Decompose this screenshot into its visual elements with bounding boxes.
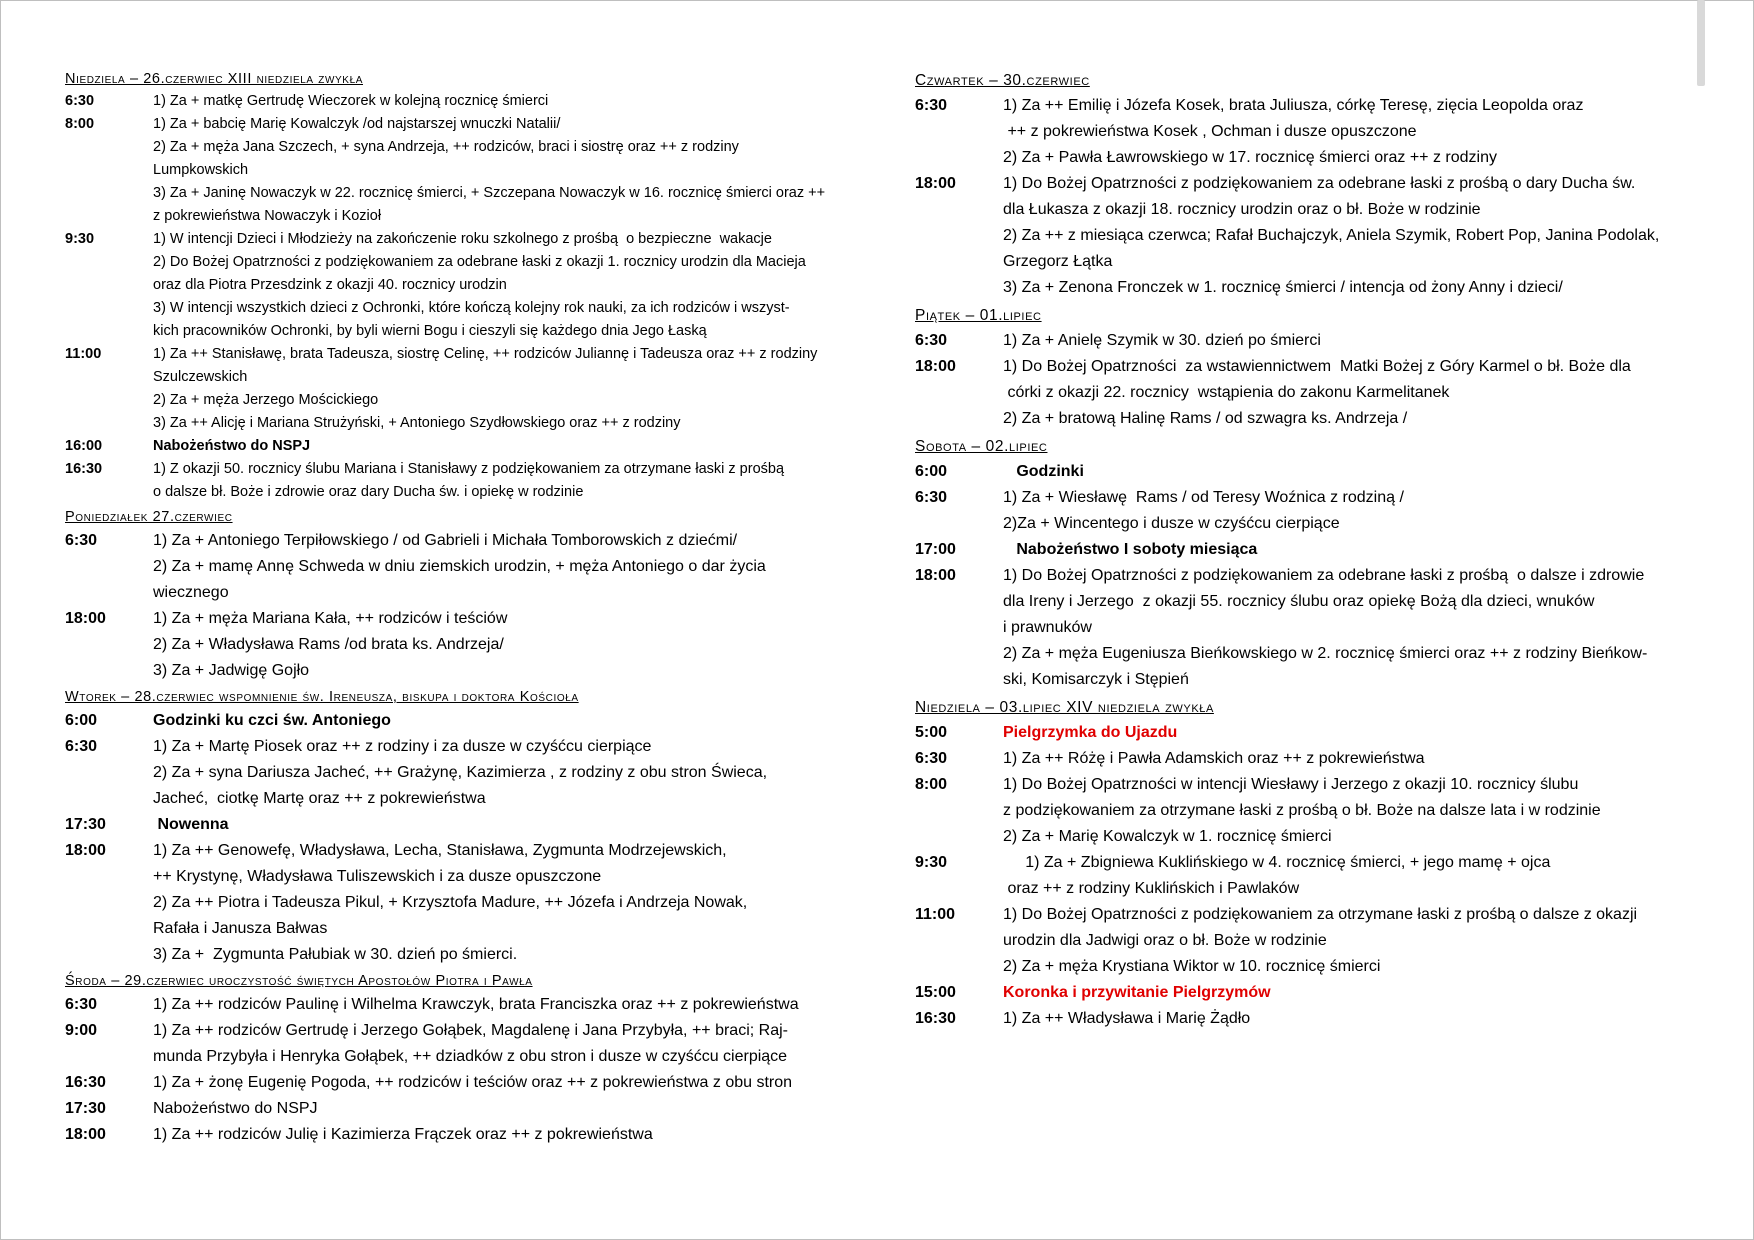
- intentions: [1003, 93, 1710, 171]
- intentions: [1003, 354, 1710, 432]
- intention-line: 2)Za + Wincentego i dusze w czyśćcu cierpiące: [1003, 515, 1340, 532]
- intention-line: z podziękowaniem za otrzymane łaski z prośbą o bł. Boże na dalsze lata i w rodzinie: [1003, 802, 1601, 819]
- intentions: [153, 1070, 855, 1096]
- intention-line: Godzinki ku czci św. Antoniego: [153, 712, 391, 729]
- mass-time: 11:00: [65, 346, 102, 362]
- intention-line: i prawnuków: [1003, 619, 1092, 636]
- intention-line: 1) Do Bożej Opatrzności za wstawiennictwem Matki Bożej z Góry Karmel o bł. Boże dla: [1003, 358, 1631, 375]
- day-heading: Sobota – 02.lipiec: [915, 438, 1048, 455]
- mass-entry: [915, 563, 1710, 693]
- day-heading: Niedziela – 03.lipiec XIV niedziela zwykła: [915, 699, 1214, 716]
- mass-entry: [65, 113, 855, 228]
- intention-line: 3) Za + Janinę Nowaczyk w 22. rocznicę śmierci, + Szczepana Nowaczyk w 16. rocznicę śmierci oraz ++: [153, 185, 826, 201]
- intention-line: 1) Do Bożej Opatrzności z podziękowaniem za odebrane łaski z prośbą o dalsze i zdrowie: [1003, 567, 1645, 584]
- intention-line: 1) Za ++ rodziców Julię i Kazimierza Frączek oraz ++ z pokrewieństwa: [153, 1126, 653, 1143]
- mass-time: 16:30: [65, 461, 103, 477]
- mass-time: 17:30: [65, 1100, 106, 1117]
- intention-line: 3) Za + Jadwigę Gojło: [153, 662, 310, 679]
- intention-line: 2) Za + bratową Halinę Rams / od szwagra ks. Andrzeja /: [1003, 410, 1408, 427]
- intentions: [1003, 563, 1710, 693]
- intention-line: Lumpkowskich: [153, 162, 249, 178]
- day-section: [915, 434, 1710, 693]
- intentions: [153, 90, 855, 113]
- mass-entry: [915, 485, 1710, 537]
- intention-line: 1) Za + matkę Gertrudę Wieczorek w kolejną rocznicę śmierci: [153, 93, 549, 109]
- mass-time: 16:30: [915, 1010, 956, 1027]
- intentions: [1003, 328, 1710, 354]
- intentions: [153, 606, 855, 684]
- intention-line: 1) Za ++ Stanisławę, brata Tadeusza, siostrę Celinę, ++ rodziców Juliannę i Tadeusza oraz ++ z rodziny: [153, 346, 818, 362]
- mass-time: 9:00: [65, 1022, 98, 1039]
- mass-time: 6:30: [915, 489, 948, 506]
- intention-line: 2) Do Bożej Opatrzności z podziękowaniem za odebrane łaski z okazji 1. rocznicy urodzin dla Macieja: [153, 254, 806, 270]
- intentions: [1003, 1006, 1710, 1032]
- intentions: [153, 228, 855, 343]
- mass-entry: [915, 354, 1710, 432]
- mass-time: 18:00: [915, 175, 956, 192]
- intention-line: 3) Za + Zygmunta Pałubiak w 30. dzień po śmierci.: [153, 946, 518, 963]
- intentions: [1003, 902, 1710, 980]
- intentions: [153, 458, 855, 504]
- intention-line: dla Łukasza z okazji 18. rocznicy urodzin oraz o bł. Boże w rodzinie: [1003, 201, 1481, 218]
- mass-time: 6:30: [915, 97, 948, 114]
- intention-line: 1) Za ++ rodziców Paulinę i Wilhelma Krawczyk, brata Franciszka oraz ++ z pokrewieństwa: [153, 996, 799, 1013]
- intention-line: 2) Za + syna Dariusza Jacheć, ++ Grażynę, Kazimierza , z rodziny z obu stron Świeca,: [153, 764, 768, 781]
- day-heading: Czwartek – 30.czerwiec: [915, 72, 1090, 89]
- intention-line: oraz dla Piotra Przesdzink z okazji 40. rocznicy urodzin: [153, 277, 507, 293]
- intention-line: 2) Za + męża Eugeniusza Bieńkowskiego w 2. rocznicę śmierci oraz ++ z rodziny Bieńkow-: [1003, 645, 1648, 662]
- mass-entry: [65, 1070, 855, 1096]
- intention-line: z pokrewieństwa Nowaczyk i Kozioł: [153, 208, 382, 224]
- mass-entry: [65, 528, 855, 606]
- intention-line: oraz ++ z rodziny Kuklińskich i Pawlaków: [1003, 880, 1300, 897]
- intentions: [1003, 980, 1710, 1006]
- intention-line: ++ Krystynę, Władysława Tuliszewskich i za dusze opuszczone: [153, 868, 602, 885]
- intention-line: 1) Za + babcię Marię Kowalczyk /od najstarszej wnuczki Natalii/: [153, 116, 561, 132]
- intention-line: Szulczewskich: [153, 369, 248, 385]
- mass-entry: [65, 1018, 855, 1070]
- mass-entry: [65, 343, 855, 435]
- intention-line: 2) Za + mamę Annę Schweda w dniu ziemskich urodzin, + męża Antoniego o dar życia: [153, 558, 766, 575]
- intentions: [1003, 537, 1710, 563]
- intention-line: 2) Za + męża Krystiana Wiktor w 10. rocznicę śmierci: [1003, 958, 1381, 975]
- intention-line: 2) Za + Władysława Rams /od brata ks. Andrzeja/: [153, 636, 504, 653]
- mass-time: 6:30: [915, 750, 948, 767]
- day-section: [915, 695, 1710, 1032]
- mass-entry: [915, 328, 1710, 354]
- intentions: [1003, 746, 1710, 772]
- mass-time: 6:30: [65, 532, 98, 549]
- intention-line: 1) Do Bożej Opatrzności z podziękowaniem za odebrane łaski z prośbą o dary Ducha św.: [1003, 175, 1636, 192]
- intentions: [153, 1122, 855, 1148]
- mass-entry: [915, 171, 1710, 301]
- mass-time: 18:00: [65, 1126, 106, 1143]
- mass-time: 11:00: [915, 906, 956, 923]
- mass-entry: [65, 606, 855, 684]
- intention-line: 2) Za + męża Jana Szczech, + syna Andrzeja, ++ rodziców, braci i siostrę oraz ++ z rodziny: [153, 139, 739, 155]
- mass-entry: [915, 746, 1710, 772]
- mass-entry: [65, 734, 855, 812]
- intention-line: ++ z pokrewieństwa Kosek , Ochman i dusze opuszczone: [1003, 123, 1417, 140]
- mass-entry: [915, 720, 1710, 746]
- intention-line: o dalsze bł. Boże i zdrowie oraz dary Ducha św. i opiekę w rodzinie: [153, 484, 584, 500]
- mass-time: 6:30: [65, 93, 95, 109]
- mass-time: 18:00: [915, 567, 956, 584]
- day-heading: Wtorek – 28.czerwiec wspomnienie św. Ireneusza, biskupa i doktora Kościoła: [65, 689, 579, 705]
- intentions: [1003, 459, 1710, 485]
- mass-entry: [65, 228, 855, 343]
- intention-line: 1) Za + Wiesławę Rams / od Teresy Woźnica z rodziną /: [1003, 489, 1404, 506]
- intentions: [153, 838, 855, 968]
- mass-entry: [65, 1122, 855, 1148]
- mass-time: 5:00: [915, 724, 948, 741]
- intention-line: 1) Za + Antoniego Terpiłowskiego / od Gabrieli i Michała Tomborowskich z dziećmi/: [153, 532, 738, 549]
- mass-time: 16:00: [65, 438, 103, 454]
- intention-line: 3) Za ++ Alicję i Mariana Strużyński, + Antoniego Szydłowskiego oraz ++ z rodziny: [153, 415, 681, 431]
- mass-time: 17:00: [915, 541, 956, 558]
- mass-entry: [65, 435, 855, 458]
- intention-line: Nabożeństwo I soboty miesiąca: [1003, 541, 1258, 558]
- mass-time: 18:00: [915, 358, 956, 375]
- intentions: [1003, 720, 1710, 746]
- intention-line: 2) Za + męża Jerzego Mościckiego: [153, 392, 379, 408]
- intentions: [153, 113, 855, 228]
- mass-entry: [915, 537, 1710, 563]
- intention-line: 1) Za ++ Emilię i Józefa Kosek, brata Juliusza, córkę Teresę, zięcia Leopolda oraz: [1003, 97, 1584, 114]
- intention-line: 3) Za + Zenona Fronczek w 1. rocznicę śmierci / intencja od żony Anny i dzieci/: [1003, 279, 1563, 296]
- mass-entry: [915, 459, 1710, 485]
- intentions: [153, 992, 855, 1018]
- intentions: [153, 708, 855, 734]
- intention-line: 1) Za ++ Różę i Pawła Adamskich oraz ++ z pokrewieństwa: [1003, 750, 1425, 767]
- intention-line: 1) Z okazji 50. rocznicy ślubu Mariana i Stanisławy z podziękowaniem za otrzymane łaski z prośbą: [153, 461, 785, 477]
- mass-time: 18:00: [65, 610, 106, 627]
- intention-line: 3) W intencji wszystkich dzieci z Ochronki, które kończą kolejny rok nauki, za ich rodziców i wszyst-: [153, 300, 790, 316]
- mass-time: 6:00: [65, 712, 98, 729]
- intention-line: 1) Za + Martę Piosek oraz ++ z rodziny i za dusze w czyśćcu cierpiące: [153, 738, 652, 755]
- intention-line: ski, Komisarczyk i Stępień: [1003, 671, 1189, 688]
- mass-time: 6:30: [65, 996, 98, 1013]
- intention-line: 1) Za + Anielę Szymik w 30. dzień po śmierci: [1003, 332, 1321, 349]
- mass-time: 9:30: [65, 231, 95, 247]
- day-heading: Piątek – 01.lipiec: [915, 307, 1042, 324]
- intention-line: 1) W intencji Dzieci i Młodzieży na zakończenie roku szkolnego z prośbą o bezpieczne wakacje: [153, 231, 772, 247]
- intention-line: Koronka i przywitanie Pielgrzymów: [1003, 984, 1271, 1001]
- mass-entry: [915, 772, 1710, 850]
- mass-entry: [915, 980, 1710, 1006]
- intention-line: 1) Za + Zbigniewa Kuklińskiego w 4. rocznicę śmierci, + jego mamę + ojca: [1003, 854, 1551, 871]
- mass-entry: [65, 812, 855, 838]
- intention-line: 2) Za + Marię Kowalczyk w 1. rocznicę śmierci: [1003, 828, 1332, 845]
- mass-entry: [915, 850, 1710, 902]
- mass-entry: [65, 90, 855, 113]
- mass-entry: [65, 458, 855, 504]
- mass-entry: [915, 1006, 1710, 1032]
- intentions: [153, 343, 855, 435]
- intention-line: 1) Do Bożej Opatrzności z podziękowaniem za otrzymane łaski z prośbą o dalsze z okazji: [1003, 906, 1638, 923]
- mass-time: 6:30: [65, 738, 98, 755]
- intentions: [153, 1018, 855, 1070]
- intention-line: 1) Za + żonę Eugenię Pogoda, ++ rodziców i teściów oraz ++ z pokrewieństwa z obu stron: [153, 1074, 793, 1091]
- mass-time: 8:00: [65, 116, 95, 132]
- day-section: [65, 970, 855, 1148]
- day-section: [65, 686, 855, 968]
- intentions: [153, 435, 855, 458]
- mass-time: 9:30: [915, 854, 948, 871]
- intention-line: Grzegorz Łątka: [1003, 253, 1113, 270]
- mass-entry: [65, 838, 855, 968]
- mass-time: 17:30: [65, 816, 106, 833]
- mass-time: 6:00: [915, 463, 948, 480]
- mass-entry: [915, 902, 1710, 980]
- mass-time: 8:00: [915, 776, 948, 793]
- intentions: [1003, 485, 1710, 537]
- mass-time: 16:30: [65, 1074, 106, 1091]
- intention-line: 2) Za ++ z miesiąca czerwca; Rafał Buchajczyk, Aniela Szymik, Robert Pop, Janina Podolak,: [1003, 227, 1660, 244]
- intention-line: córki z okazji 22. rocznicy wstąpienia do zakonu Karmelitanek: [1003, 384, 1450, 401]
- intentions: [153, 734, 855, 812]
- mass-time: 6:30: [915, 332, 948, 349]
- day-section: [65, 68, 855, 504]
- mass-entry: [65, 708, 855, 734]
- intentions: [1003, 772, 1710, 850]
- intention-line: 1) Za ++ Władysława i Marię Żądło: [1003, 1010, 1251, 1027]
- intentions: [1003, 171, 1710, 301]
- mass-entry: [915, 93, 1710, 171]
- mass-time: 18:00: [65, 842, 106, 859]
- intentions: [1003, 850, 1710, 902]
- intention-line: 2) Za ++ Piotra i Tadeusza Pikul, + Krzysztofa Madure, ++ Józefa i Andrzeja Nowak,: [153, 894, 748, 911]
- intention-line: 1) Za ++ rodziców Gertrudę i Jerzego Gołąbek, Magdalenę i Jana Przybyła, ++ braci; Raj-: [153, 1022, 788, 1039]
- intention-line: Nabożeństwo do NSPJ: [153, 1100, 318, 1117]
- right-column: [915, 66, 1710, 1032]
- intention-line: 1) Za + męża Mariana Kała, ++ rodziców i teściów: [153, 610, 508, 627]
- day-section: [65, 506, 855, 684]
- intentions: [153, 1096, 855, 1122]
- day-heading: Środa – 29.czerwiec uroczystość świętych Apostołów Piotra i Pawła: [65, 973, 533, 989]
- intention-line: Pielgrzymka do Ujazdu: [1003, 724, 1178, 741]
- day-section: [915, 68, 1710, 301]
- intention-line: 1) Za ++ Genowefę, Władysława, Lecha, Stanisława, Zygmunta Modrzejewskich,: [153, 842, 727, 859]
- intention-line: Nabożeństwo do NSPJ: [153, 438, 311, 454]
- intention-line: Jacheć, ciotkę Martę oraz ++ z pokrewieństwa: [153, 790, 486, 807]
- left-column: [65, 66, 855, 1148]
- day-section: [915, 303, 1710, 432]
- intention-line: 2) Za + Pawła Ławrowskiego w 17. rocznicę śmierci oraz ++ z rodziny: [1003, 149, 1497, 166]
- day-heading: Poniedziałek 27.czerwiec: [65, 509, 233, 525]
- day-heading: Niedziela – 26.czerwiec XIII niedziela zwykła: [65, 71, 363, 87]
- intention-line: Godzinki: [1003, 463, 1084, 480]
- mass-entry: [65, 992, 855, 1018]
- intention-line: 1) Do Bożej Opatrzności w intencji Wiesławy i Jerzego z okazji 10. rocznicy ślubu: [1003, 776, 1579, 793]
- intention-line: wiecznego: [153, 584, 229, 601]
- intentions: [153, 528, 855, 606]
- intention-line: kich pracowników Ochronki, by byli wierni Bogu i cieszyli się każdego dnia Jego Łaską: [153, 323, 707, 339]
- mass-time: 15:00: [915, 984, 956, 1001]
- intention-line: Rafała i Janusza Bałwas: [153, 920, 328, 937]
- mass-entry: [65, 1096, 855, 1122]
- intention-line: munda Przybyła i Henryka Gołąbek, ++ dziadków z obu stron i dusze w czyśćcu cierpiące: [153, 1048, 788, 1065]
- intention-line: Nowenna: [153, 816, 229, 833]
- intention-line: dla Ireny i Jerzego z okazji 55. rocznicy ślubu oraz opiekę Bożą dla dzieci, wnuków: [1003, 593, 1595, 610]
- intention-line: urodzin dla Jadwigi oraz o bł. Boże w rodzinie: [1003, 932, 1327, 949]
- intentions: [153, 812, 855, 838]
